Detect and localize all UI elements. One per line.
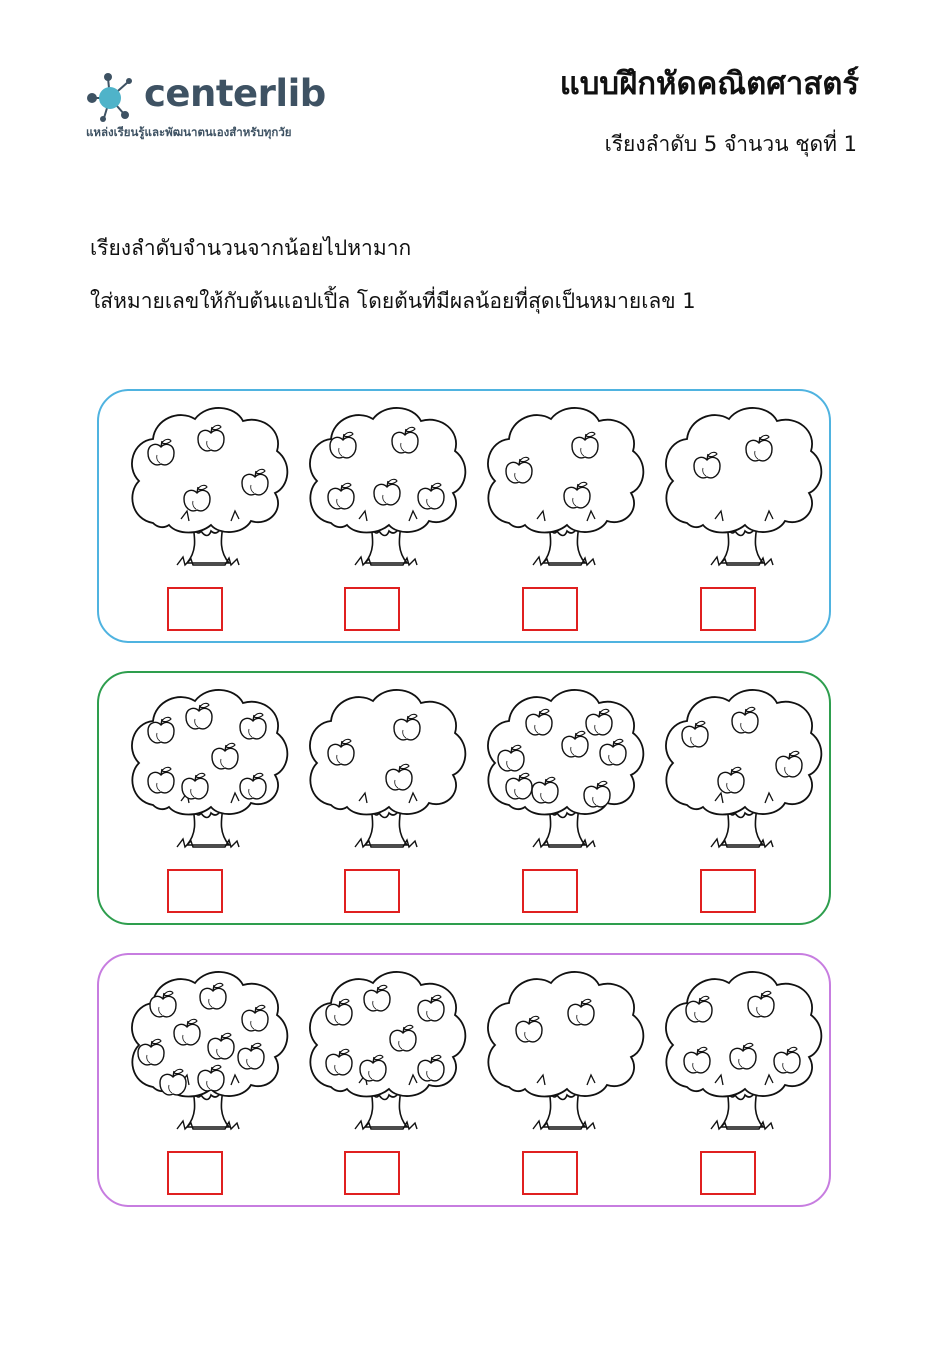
apple-tree <box>479 965 649 1145</box>
worksheet-title: แบบฝึกหัดคณิตศาสตร์ <box>559 66 859 102</box>
answer-box[interactable] <box>344 1151 400 1195</box>
instruction-line-1: เรียงลำดับจำนวนจากน้อยไปหามาก <box>90 236 412 260</box>
instruction-line-2: ใส่หมายเลขให้กับต้นแอปเปิ้ล โดยต้นที่มีผลน้อยที่สุดเป็นหมายเลข 1 <box>90 289 696 313</box>
tree-crown <box>666 972 821 1097</box>
tree-group-panel <box>97 389 831 643</box>
answer-box[interactable] <box>167 869 223 913</box>
centerlib-logo <box>84 66 354 146</box>
answer-box[interactable] <box>700 869 756 913</box>
apple-tree <box>657 401 827 581</box>
tree-group-panel <box>97 671 831 925</box>
tree-crown <box>310 972 465 1097</box>
apple-tree <box>657 965 827 1145</box>
logo-tagline: แหล่งเรียนรู้และพัฒนาตนเองสำหรับทุกวัย <box>86 125 292 139</box>
apple-tree <box>123 401 293 581</box>
answer-box[interactable] <box>522 1151 578 1195</box>
apple-tree <box>301 683 471 863</box>
worksheet-subtitle: เรียงลำดับ 5 จำนวน ชุดที่ 1 <box>604 132 857 156</box>
apple-tree <box>479 683 649 863</box>
tree-group-panel <box>97 953 831 1207</box>
answer-box[interactable] <box>344 869 400 913</box>
apple-tree <box>479 401 649 581</box>
answer-box[interactable] <box>522 869 578 913</box>
answer-box[interactable] <box>167 1151 223 1195</box>
answer-box[interactable] <box>167 587 223 631</box>
apple-tree <box>123 683 293 863</box>
apple-tree <box>657 683 827 863</box>
answer-box[interactable] <box>700 587 756 631</box>
tree-crown <box>132 690 287 815</box>
tree-crown <box>666 408 821 533</box>
answer-box[interactable] <box>700 1151 756 1195</box>
tree-crown <box>488 972 643 1097</box>
answer-box[interactable] <box>344 587 400 631</box>
tree-crown <box>310 408 465 533</box>
answer-box[interactable] <box>522 587 578 631</box>
apple-tree <box>123 965 293 1145</box>
logo-wordmark: centerlib <box>144 72 326 115</box>
apple-tree <box>301 965 471 1145</box>
apple-tree <box>301 401 471 581</box>
molecule-logo-icon <box>84 68 140 124</box>
